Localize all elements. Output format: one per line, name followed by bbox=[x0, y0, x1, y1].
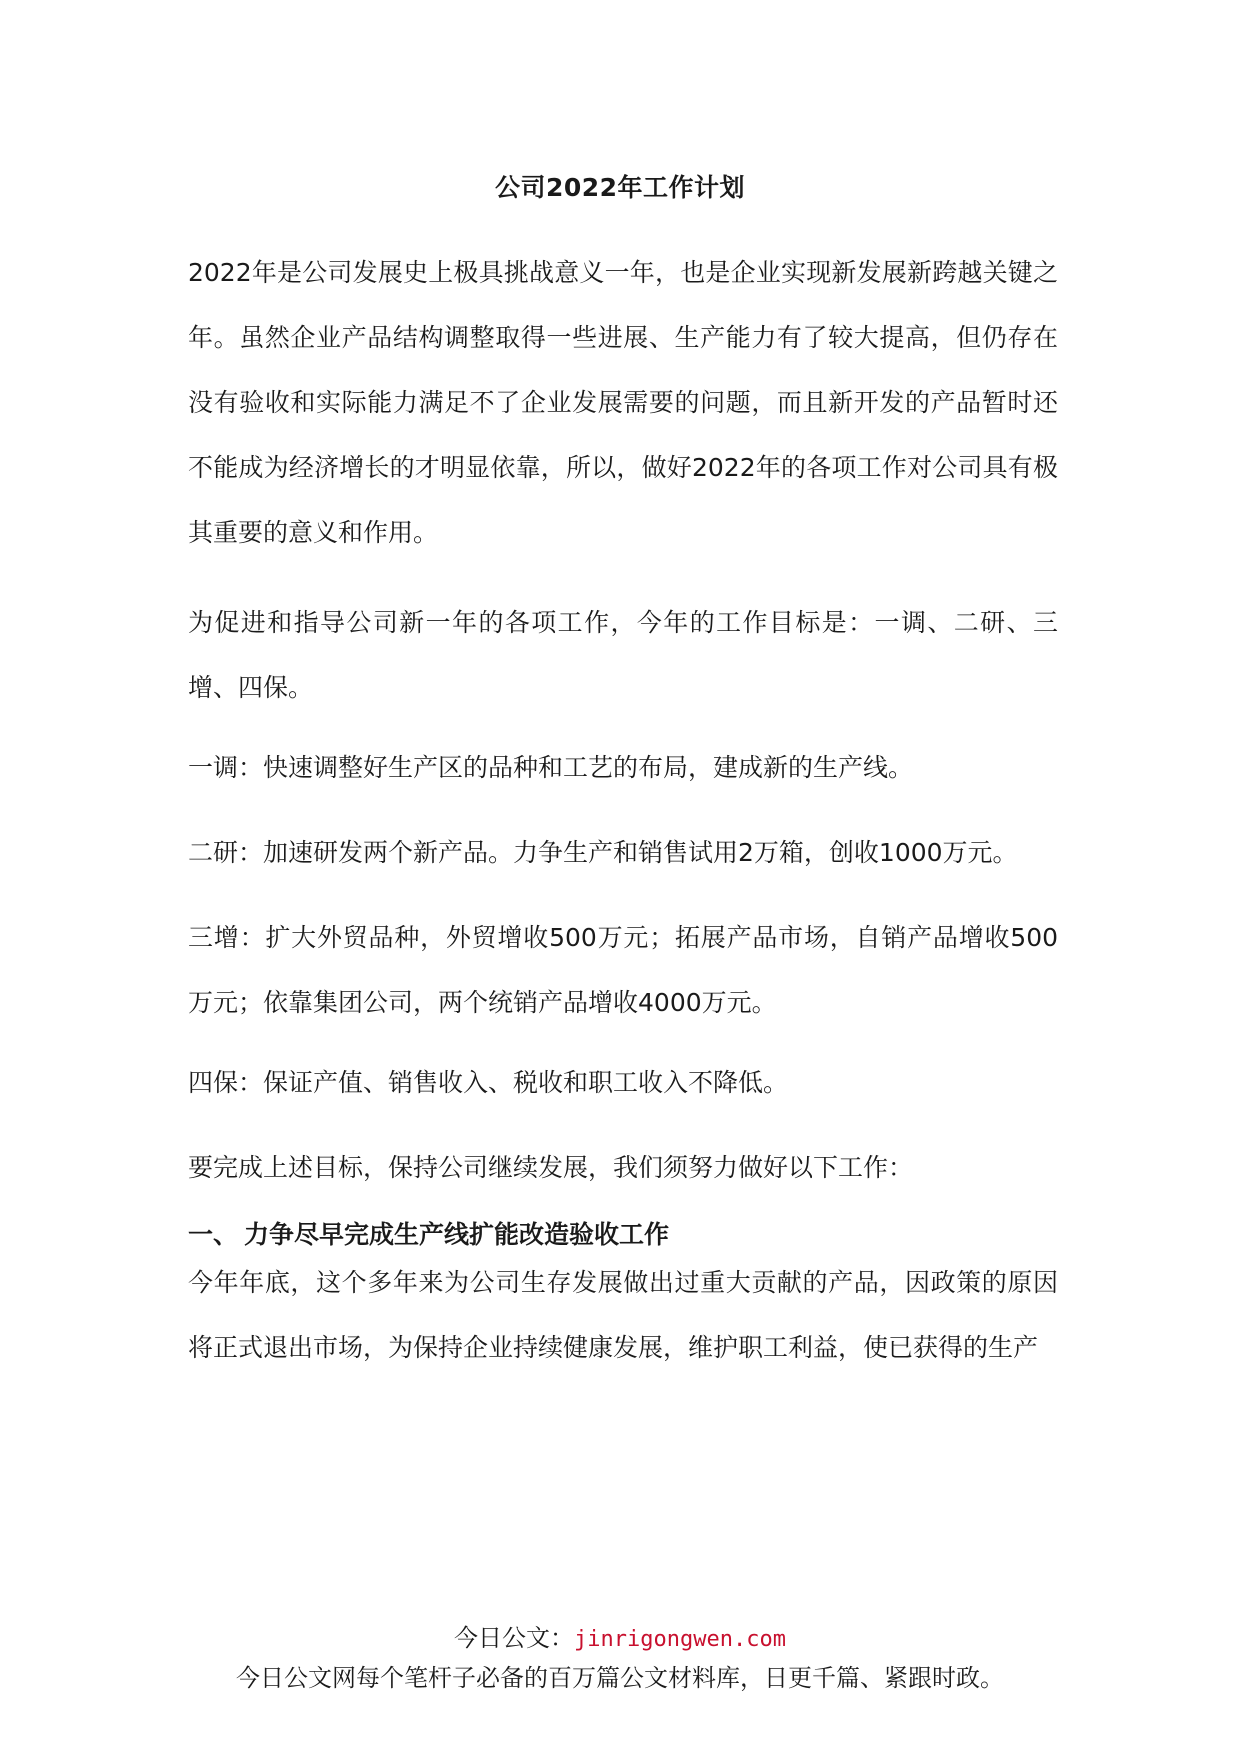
paragraph-goal-3: 三增：扩大外贸品种，外贸增收500万元；拓展产品市场，自销产品增收500万元；依靠集团公司，两个统销产品增收4000万元。 bbox=[188, 923, 1058, 1017]
footer-label: 今日公文： bbox=[454, 1624, 575, 1652]
paragraph-intro: 2022年是公司发展史上极具挑战意义一年，也是企业实现新发展新跨越关键之年。虽然企业产品结构调整取得一些进展、生产能力有了较大提高，但仍存在没有验收和实际能力满足不了企业发展需要的问题，而且新开发的产品暂时还不能成为经济增长的才明显依靠，所以，做好2022年的各项工作对公司具有极其重要的意义和作用。 bbox=[188, 258, 1058, 547]
footer-source bbox=[0, 1620, 1240, 1658]
document-title: 公司2022年工作计划 bbox=[494, 173, 746, 202]
section-title: 力争尽早完成生产线扩能改造验收工作 bbox=[244, 1220, 670, 1249]
paragraph-goal-2: 二研：加速研发两个新产品。力争生产和销售试用2万箱，创收1000万元。 bbox=[188, 838, 1018, 867]
paragraph-goal-4: 四保：保证产值、销售收入、税收和职工收入不降低。 bbox=[188, 1068, 789, 1097]
paragraph-goals: 为促进和指导公司新一年的各项工作，今年的工作目标是：一调、二研、三增、四保。 bbox=[188, 608, 1058, 702]
footer-tagline: 今日公文网每个笔杆子必备的百万篇公文材料库，日更千篇、紧跟时政。 bbox=[236, 1664, 1004, 1692]
paragraph-goal-1: 一调：快速调整好生产区的品种和工艺的布局，建成新的生产线。 bbox=[188, 753, 914, 782]
section-number: 一、 bbox=[188, 1220, 239, 1249]
paragraph-lead-in: 要完成上述目标，保持公司继续发展，我们须努力做好以下工作： bbox=[188, 1153, 914, 1182]
section-heading-1 bbox=[188, 1215, 1058, 1255]
paragraph-section-1-body: 今年年底，这个多年来为公司生存发展做出过重大贡献的产品，因政策的原因将正式退出市场，为保持企业持续健康发展，维护职工利益，使已获得的生产 bbox=[188, 1268, 1058, 1362]
footer-url[interactable]: jinrigongwen.com bbox=[574, 1627, 786, 1652]
